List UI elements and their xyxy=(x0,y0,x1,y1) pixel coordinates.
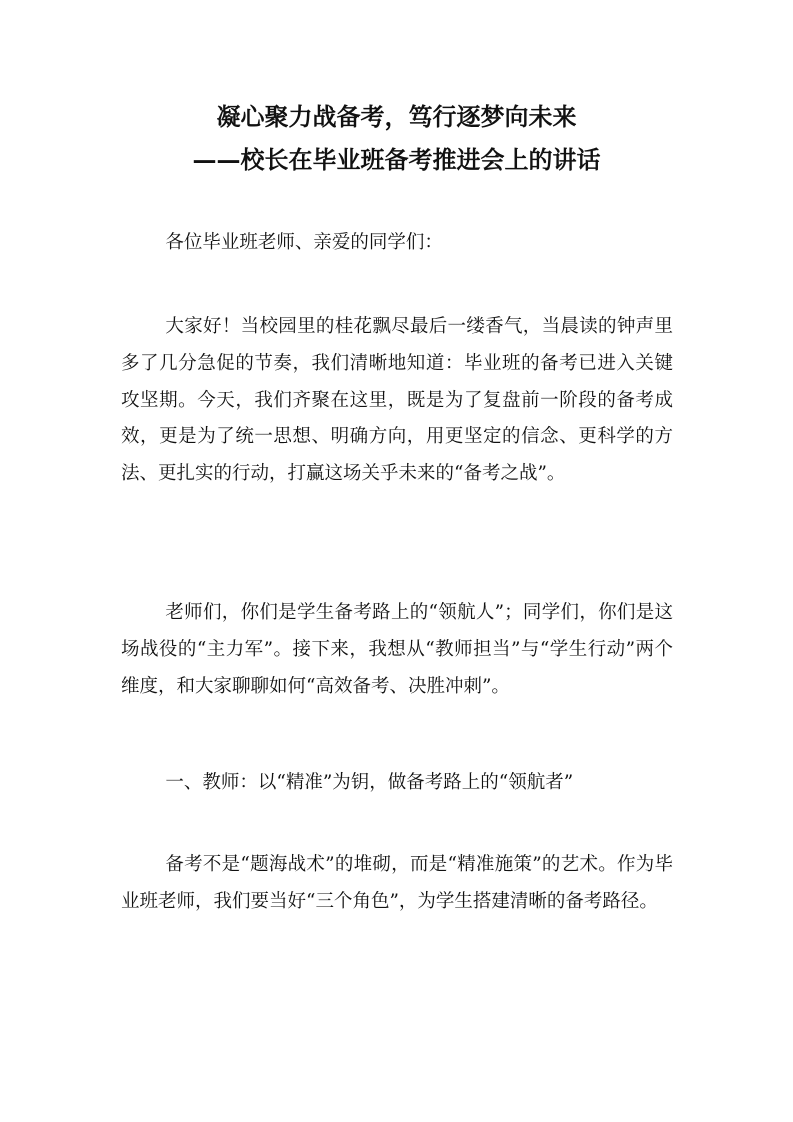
section-body-paragraph: 备考不是“题海战术”的堆砌，而是“精准施策”的艺术。作为毕业班老师，我们要当好“三个角色”，为学生搭建清晰的备考路径。 xyxy=(121,854,673,912)
document-title: 凝心聚力战备考，笃行逐梦向未来 xyxy=(216,102,577,131)
intro-paragraph: 大家好！当校园里的桂花飘尽最后一缕香气，当晨读的钟声里多了几分急促的节奏，我们清晰地知道：毕业班的备考已进入关键攻坚期。今天，我们齐聚在这里，既是为了复盘前一阶段的备考成效，更是为了统一思想、明确方向，用更坚定的信念、更科学的方法、更扎实的行动，打赢这场关乎未来的“备考之战”。 xyxy=(121,316,673,485)
roles-paragraph: 老师们，你们是学生备考路上的“领航人”；同学们，你们是这场战役的“主力军”。接下来，我想从“教师担当”与“学生行动”两个维度，和大家聊聊如何“高效备考、决胜冲刺”。 xyxy=(121,602,673,697)
greeting-paragraph: 各位毕业班老师、亲爱的同学们： xyxy=(165,232,443,253)
document-subtitle: ——校长在毕业班备考推进会上的讲话 xyxy=(192,145,601,174)
section-heading: 一、教师：以“精准”为钥，做备考路上的“领航者” xyxy=(165,772,574,793)
